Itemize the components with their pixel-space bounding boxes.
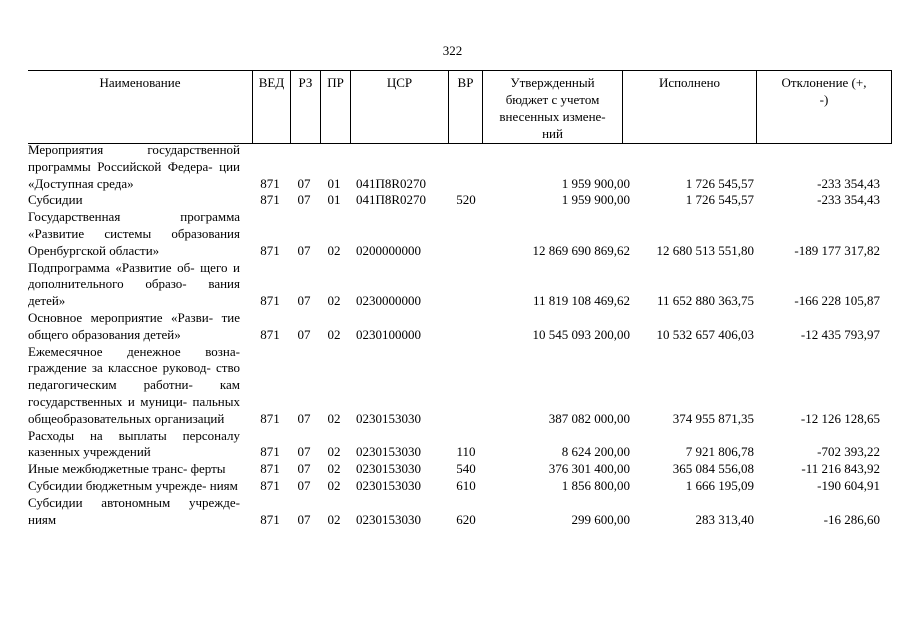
row-csr: 0230153030 (356, 444, 421, 460)
row-ved: 871 (260, 444, 280, 460)
row-name: Расходы на выплаты персоналу казенных учреждений (28, 427, 240, 460)
row-csr: 0230000000 (356, 293, 421, 309)
row-pr: 01 (327, 175, 341, 191)
row-ved: 871 (260, 242, 280, 258)
table-row (28, 310, 892, 344)
row-budget: 299 600,00 (571, 511, 630, 527)
row-rz: 07 (297, 511, 311, 527)
row-ved: 871 (260, 175, 280, 191)
row-budget: 1 959 900,00 (561, 192, 630, 208)
row-csr: 0230153030 (356, 461, 421, 477)
table-body (28, 142, 892, 528)
row-executed: 365 084 556,08 (672, 461, 754, 477)
row-csr: 0230153030 (356, 511, 421, 527)
row-budget: 387 082 000,00 (548, 410, 630, 426)
row-name: Ежемесячное денежное возна- граждение за классное руковод- ство педагогическим работни- кам государственных и муници- пальных общеобразовательных организаций (28, 343, 240, 426)
row-executed: 12 680 513 551,80 (656, 242, 754, 258)
row-csr: 041П8R0270 (356, 175, 427, 191)
row-csr: 0230153030 (356, 410, 421, 426)
row-deviation: -166 228 105,87 (794, 293, 880, 309)
header-rz: РЗ (290, 71, 320, 143)
row-pr: 02 (327, 461, 341, 477)
row-pr: 02 (327, 410, 341, 426)
row-rz: 07 (297, 326, 311, 342)
table-row (28, 461, 892, 478)
row-deviation: -16 286,60 (823, 511, 880, 527)
row-csr: 0230100000 (356, 326, 421, 342)
row-executed: 10 532 657 406,03 (656, 326, 754, 342)
row-deviation: -189 177 317,82 (794, 242, 880, 258)
row-ved: 871 (260, 410, 280, 426)
row-executed: 1 726 545,57 (685, 192, 754, 208)
row-budget: 11 819 108 469,62 (532, 293, 630, 309)
header-deviation: Отклонение (+, -) (756, 71, 892, 143)
row-rz: 07 (297, 293, 311, 309)
row-vr: 540 (456, 461, 476, 477)
row-pr: 02 (327, 511, 341, 527)
header-csr: ЦСР (350, 71, 448, 143)
row-pr: 02 (327, 242, 341, 258)
row-pr: 02 (327, 326, 341, 342)
row-rz: 07 (297, 242, 311, 258)
row-name: Субсидии бюджетным учрежде- ниям (28, 477, 238, 493)
row-vr: 520 (456, 192, 476, 208)
row-deviation: -233 354,43 (817, 175, 880, 191)
row-ved: 871 (260, 192, 280, 208)
row-ved: 871 (260, 477, 280, 493)
row-deviation: -12 435 793,97 (800, 326, 880, 342)
row-deviation: -190 604,91 (817, 477, 880, 493)
row-budget: 10 545 093 200,00 (532, 326, 630, 342)
row-name: Основное мероприятие «Разви- тие общего образования детей» (28, 309, 240, 342)
row-pr: 01 (327, 192, 341, 208)
row-executed: 1 726 545,57 (685, 175, 754, 191)
row-name: Субсидии (28, 192, 83, 208)
row-deviation: -702 393,22 (817, 444, 880, 460)
page-number: 322 (442, 43, 463, 58)
row-vr: 620 (456, 511, 476, 527)
row-budget: 1 856 800,00 (561, 477, 630, 493)
row-executed: 7 921 806,78 (685, 444, 754, 460)
table-row (28, 495, 892, 529)
header-name: Наименование (99, 75, 181, 90)
row-budget: 8 624 200,00 (561, 444, 630, 460)
row-name: Государственная программа «Развитие системы образования Оренбургской области» (28, 209, 240, 258)
table-row (28, 209, 892, 259)
row-name: Подпрограмма «Развитие об- щего и дополнительного образо- вания детей» (28, 259, 240, 309)
row-csr: 041П8R0270 (356, 192, 427, 208)
row-name: Субсидии автономным учрежде- ниям (28, 494, 240, 527)
row-ved: 871 (260, 511, 280, 527)
row-rz: 07 (297, 461, 311, 477)
row-executed: 374 955 871,35 (672, 410, 754, 426)
row-pr: 02 (327, 444, 341, 460)
row-rz: 07 (297, 192, 311, 208)
row-rz: 07 (297, 410, 311, 426)
row-budget: 12 869 690 869,62 (532, 242, 630, 258)
row-name: Мероприятия государственной программы Российской Федера- ции «Доступная среда» (28, 142, 240, 191)
row-ved: 871 (260, 461, 280, 477)
header-pr: ПР (320, 71, 350, 143)
header-vr: ВР (448, 71, 482, 143)
row-name: Иные межбюджетные транс- ферты (28, 461, 226, 477)
row-rz: 07 (297, 175, 311, 191)
table-row (28, 192, 892, 209)
row-rz: 07 (297, 444, 311, 460)
table-row (28, 344, 892, 428)
header-executed: Исполнено (622, 71, 756, 143)
header-budget: Утвержденный бюджет с учетом внесенных измене- ний (482, 71, 622, 143)
table-row (28, 428, 892, 462)
table-row (28, 142, 892, 192)
row-csr: 0200000000 (356, 242, 421, 258)
row-pr: 02 (327, 477, 341, 493)
row-pr: 02 (327, 293, 341, 309)
table-row (28, 478, 892, 495)
row-rz: 07 (297, 477, 311, 493)
row-vr: 610 (456, 477, 476, 493)
table-row (28, 260, 892, 310)
row-executed: 283 313,40 (695, 511, 754, 527)
table-header (28, 70, 892, 144)
row-csr: 0230153030 (356, 477, 421, 493)
row-budget: 1 959 900,00 (561, 175, 630, 191)
row-executed: 11 652 880 363,75 (656, 293, 754, 309)
row-deviation: -233 354,43 (817, 192, 880, 208)
row-ved: 871 (260, 293, 280, 309)
row-vr: 110 (456, 444, 476, 460)
row-executed: 1 666 195,09 (685, 477, 754, 493)
row-deviation: -12 126 128,65 (800, 410, 880, 426)
row-ved: 871 (260, 326, 280, 342)
row-budget: 376 301 400,00 (548, 461, 630, 477)
header-ved: ВЕД (252, 71, 290, 143)
row-deviation: -11 216 843,92 (801, 461, 880, 477)
